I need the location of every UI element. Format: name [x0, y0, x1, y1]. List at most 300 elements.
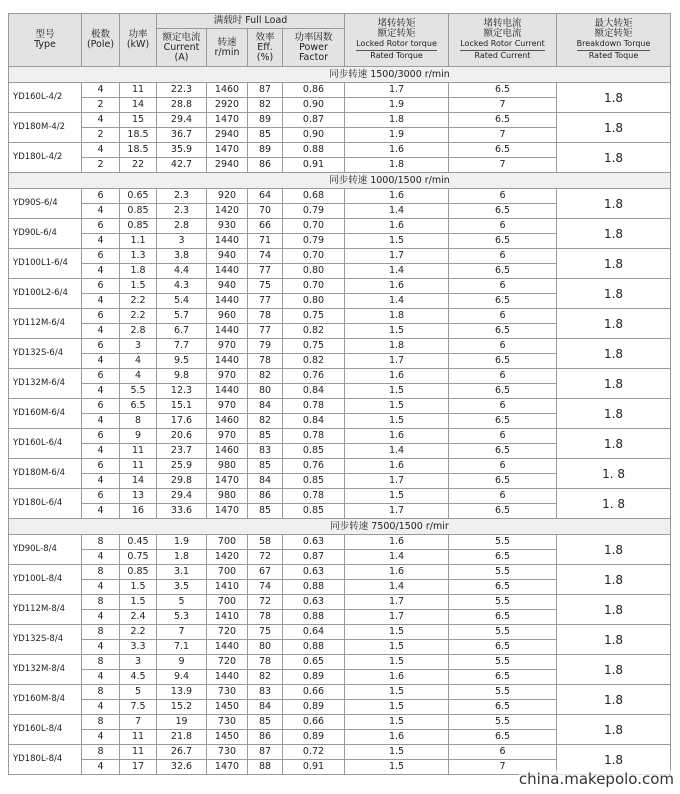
power-cell: 18.5 — [120, 143, 157, 158]
breakdown-torque-cell: 1.8 — [557, 369, 671, 399]
power-factor-cell: 0.87 — [283, 113, 345, 128]
power-factor-cell: 0.88 — [283, 640, 345, 655]
speed-cell: 1460 — [207, 83, 248, 98]
table-row — [9, 489, 671, 504]
pole-cell: 6 — [82, 459, 120, 474]
locked-rotor-torque-cell: 1.4 — [345, 264, 449, 279]
breakdown-torque-cell: 1.8 — [557, 625, 671, 655]
power-factor-cell: 0.78 — [283, 489, 345, 504]
motor-type-cell: YD90S-6/4 — [9, 189, 82, 219]
speed-cell: 1470 — [207, 143, 248, 158]
power-cell: 2.2 — [120, 625, 157, 640]
efficiency-cell: 85 — [248, 429, 283, 444]
power-cell: 1.5 — [120, 595, 157, 610]
pole-cell: 4 — [82, 640, 120, 655]
speed-cell: 1410 — [207, 610, 248, 625]
locked-rotor-torque-cell: 1.7 — [345, 249, 449, 264]
locked-rotor-current-cell: 5.5 — [449, 535, 557, 550]
power-factor-cell: 0.63 — [283, 535, 345, 550]
header-full-load: 满载时 Full Load — [157, 14, 345, 29]
efficiency-cell: 78 — [248, 655, 283, 670]
efficiency-cell: 86 — [248, 730, 283, 745]
power-cell: 15 — [120, 113, 157, 128]
current-cell: 2.3 — [157, 204, 207, 219]
locked-rotor-torque-cell: 1.5 — [345, 700, 449, 715]
section-title: 同步转速 1000/1500 r/min — [329, 174, 450, 186]
current-cell: 9.5 — [157, 354, 207, 369]
motor-spec-table — [8, 13, 671, 775]
pole-cell: 4 — [82, 234, 120, 249]
table-body — [9, 67, 671, 775]
motor-type-cell: YD180M-4/2 — [9, 113, 82, 143]
current-cell: 7.7 — [157, 339, 207, 354]
speed-cell: 1440 — [207, 324, 248, 339]
speed-cell: 1450 — [207, 730, 248, 745]
header-pole: 极数 (Pole) — [82, 14, 120, 67]
locked-rotor-current-cell: 7 — [449, 128, 557, 143]
efficiency-cell: 78 — [248, 354, 283, 369]
table-row — [9, 339, 671, 354]
current-cell: 3 — [157, 234, 207, 249]
current-cell: 29.4 — [157, 489, 207, 504]
locked-rotor-torque-cell: 1.7 — [345, 354, 449, 369]
efficiency-cell: 66 — [248, 219, 283, 234]
current-cell: 4.4 — [157, 264, 207, 279]
motor-type-cell: YD90L-8/4 — [9, 535, 82, 565]
power-cell: 1.3 — [120, 249, 157, 264]
power-factor-cell: 0.79 — [283, 234, 345, 249]
power-cell: 5.5 — [120, 384, 157, 399]
speed-cell: 1440 — [207, 294, 248, 309]
current-cell: 2.3 — [157, 189, 207, 204]
breakdown-torque-cell: 1.8 — [557, 429, 671, 459]
efficiency-cell: 79 — [248, 339, 283, 354]
motor-type-cell: YD180L-8/4 — [9, 745, 82, 775]
efficiency-cell: 74 — [248, 249, 283, 264]
speed-cell: 1450 — [207, 700, 248, 715]
speed-cell: 980 — [207, 459, 248, 474]
power-cell: 0.65 — [120, 189, 157, 204]
power-factor-cell: 0.84 — [283, 414, 345, 429]
breakdown-torque-cell: 1.8 — [557, 399, 671, 429]
current-cell: 33.6 — [157, 504, 207, 519]
locked-rotor-torque-cell: 1.5 — [345, 489, 449, 504]
breakdown-torque-cell: 1.8 — [557, 83, 671, 113]
pole-cell: 4 — [82, 83, 120, 98]
header-efficiency: 效率 Eff. (%) — [248, 29, 283, 67]
speed-cell: 970 — [207, 339, 248, 354]
locked-rotor-current-cell: 5.5 — [449, 655, 557, 670]
current-cell: 22.3 — [157, 83, 207, 98]
speed-cell: 700 — [207, 565, 248, 580]
locked-rotor-torque-cell: 1.5 — [345, 384, 449, 399]
header-locked-rotor-torque: 堵转转矩 额定转矩 Locked Rotor torque Rated Torque — [345, 14, 449, 67]
pole-cell: 4 — [82, 294, 120, 309]
table-row — [9, 219, 671, 234]
locked-rotor-current-cell: 6.5 — [449, 700, 557, 715]
table-row — [9, 143, 671, 158]
power-cell: 0.85 — [120, 219, 157, 234]
breakdown-torque-cell: 1.8 — [557, 655, 671, 685]
locked-rotor-torque-cell: 1.9 — [345, 128, 449, 143]
section-title-cell — [9, 173, 671, 189]
breakdown-torque-cell: 1.8 — [557, 685, 671, 715]
locked-rotor-torque-cell: 1.6 — [345, 189, 449, 204]
power-cell: 2.4 — [120, 610, 157, 625]
pole-cell: 4 — [82, 504, 120, 519]
power-cell: 3 — [120, 655, 157, 670]
pole-cell: 4 — [82, 760, 120, 775]
pole-cell: 8 — [82, 595, 120, 610]
motor-type-cell: YD132S-8/4 — [9, 625, 82, 655]
efficiency-cell: 83 — [248, 444, 283, 459]
power-factor-cell: 0.86 — [283, 83, 345, 98]
section-header-row — [9, 519, 671, 535]
current-cell: 5.3 — [157, 610, 207, 625]
locked-rotor-current-cell: 7 — [449, 98, 557, 113]
locked-rotor-torque-cell: 1.6 — [345, 565, 449, 580]
current-cell: 7.1 — [157, 640, 207, 655]
locked-rotor-torque-cell: 1.8 — [345, 339, 449, 354]
power-factor-cell: 0.70 — [283, 279, 345, 294]
power-factor-cell: 0.70 — [283, 249, 345, 264]
power-cell: 13 — [120, 489, 157, 504]
efficiency-cell: 88 — [248, 760, 283, 775]
locked-rotor-current-cell: 6.5 — [449, 640, 557, 655]
motor-type-cell: YD132S-6/4 — [9, 339, 82, 369]
power-factor-cell: 0.82 — [283, 354, 345, 369]
locked-rotor-torque-cell: 1.6 — [345, 143, 449, 158]
speed-cell: 730 — [207, 715, 248, 730]
current-cell: 20.6 — [157, 429, 207, 444]
header-speed: 转速 r/min — [207, 29, 248, 67]
locked-rotor-torque-cell: 1.5 — [345, 640, 449, 655]
pole-cell: 8 — [82, 685, 120, 700]
locked-rotor-current-cell: 6.5 — [449, 264, 557, 279]
locked-rotor-current-cell: 6.5 — [449, 83, 557, 98]
power-cell: 7 — [120, 715, 157, 730]
speed-cell: 1420 — [207, 550, 248, 565]
locked-rotor-current-cell: 6 — [449, 279, 557, 294]
power-cell: 4 — [120, 354, 157, 369]
power-cell: 16 — [120, 504, 157, 519]
efficiency-cell: 85 — [248, 128, 283, 143]
power-factor-cell: 0.90 — [283, 98, 345, 113]
locked-rotor-current-cell: 6 — [449, 369, 557, 384]
efficiency-cell: 64 — [248, 189, 283, 204]
power-factor-cell: 0.88 — [283, 580, 345, 595]
efficiency-cell: 74 — [248, 580, 283, 595]
efficiency-cell: 75 — [248, 625, 283, 640]
power-factor-cell: 0.70 — [283, 219, 345, 234]
table-row — [9, 189, 671, 204]
power-factor-cell: 0.88 — [283, 610, 345, 625]
efficiency-cell: 82 — [248, 670, 283, 685]
speed-cell: 730 — [207, 685, 248, 700]
locked-rotor-torque-cell: 1.8 — [345, 158, 449, 173]
motor-type-cell: YD112M-6/4 — [9, 309, 82, 339]
current-cell: 29.4 — [157, 113, 207, 128]
locked-rotor-current-cell: 6 — [449, 489, 557, 504]
efficiency-cell: 89 — [248, 143, 283, 158]
locked-rotor-torque-cell: 1.5 — [345, 655, 449, 670]
power-cell: 0.75 — [120, 550, 157, 565]
current-cell: 6.7 — [157, 324, 207, 339]
pole-cell: 4 — [82, 324, 120, 339]
locked-rotor-torque-cell: 1.5 — [345, 414, 449, 429]
table-row — [9, 655, 671, 670]
header-power: 功率 (kW) — [120, 14, 157, 67]
current-cell: 23.7 — [157, 444, 207, 459]
efficiency-cell: 72 — [248, 550, 283, 565]
current-cell: 3.1 — [157, 565, 207, 580]
efficiency-cell: 80 — [248, 384, 283, 399]
power-factor-cell: 0.84 — [283, 384, 345, 399]
speed-cell: 2920 — [207, 98, 248, 113]
motor-type-cell: YD100L2-6/4 — [9, 279, 82, 309]
current-cell: 1.8 — [157, 550, 207, 565]
locked-rotor-torque-cell: 1.6 — [345, 670, 449, 685]
breakdown-torque-cell: 1.8 — [557, 309, 671, 339]
pole-cell: 4 — [82, 700, 120, 715]
power-cell: 4.5 — [120, 670, 157, 685]
current-cell: 17.6 — [157, 414, 207, 429]
current-cell: 3.5 — [157, 580, 207, 595]
efficiency-cell: 84 — [248, 399, 283, 414]
locked-rotor-torque-cell: 1.5 — [345, 399, 449, 414]
locked-rotor-torque-cell: 1.4 — [345, 204, 449, 219]
speed-cell: 1440 — [207, 354, 248, 369]
power-factor-cell: 0.85 — [283, 504, 345, 519]
efficiency-cell: 77 — [248, 324, 283, 339]
breakdown-torque-cell: 1.8 — [557, 143, 671, 173]
motor-type-cell: YD160M-8/4 — [9, 685, 82, 715]
table-row — [9, 83, 671, 98]
pole-cell: 8 — [82, 715, 120, 730]
power-cell: 3.3 — [120, 640, 157, 655]
power-factor-cell: 0.80 — [283, 264, 345, 279]
breakdown-torque-cell: 1.8 — [557, 535, 671, 565]
power-cell: 11 — [120, 83, 157, 98]
power-factor-cell: 0.76 — [283, 369, 345, 384]
power-cell: 2.2 — [120, 309, 157, 324]
power-factor-cell: 0.72 — [283, 745, 345, 760]
locked-rotor-torque-cell: 1.7 — [345, 504, 449, 519]
power-factor-cell: 0.80 — [283, 294, 345, 309]
efficiency-cell: 86 — [248, 158, 283, 173]
section-title-cell — [9, 519, 671, 535]
efficiency-cell: 77 — [248, 264, 283, 279]
locked-rotor-current-cell: 6.5 — [449, 414, 557, 429]
speed-cell: 1440 — [207, 640, 248, 655]
power-cell: 17 — [120, 760, 157, 775]
locked-rotor-current-cell: 5.5 — [449, 715, 557, 730]
pole-cell: 4 — [82, 143, 120, 158]
efficiency-cell: 70 — [248, 204, 283, 219]
current-cell: 5.7 — [157, 309, 207, 324]
current-cell: 19 — [157, 715, 207, 730]
locked-rotor-current-cell: 6.5 — [449, 610, 557, 625]
pole-cell: 8 — [82, 745, 120, 760]
power-cell: 14 — [120, 474, 157, 489]
locked-rotor-current-cell: 6.5 — [449, 504, 557, 519]
table-row — [9, 715, 671, 730]
locked-rotor-current-cell: 6.5 — [449, 354, 557, 369]
breakdown-torque-cell: 1.8 — [557, 189, 671, 219]
efficiency-cell: 86 — [248, 489, 283, 504]
speed-cell: 980 — [207, 489, 248, 504]
locked-rotor-torque-cell: 1.6 — [345, 535, 449, 550]
breakdown-torque-cell: 1.8 — [557, 745, 671, 775]
locked-rotor-current-cell: 6 — [449, 459, 557, 474]
pole-cell: 6 — [82, 429, 120, 444]
pole-cell: 4 — [82, 610, 120, 625]
current-cell: 13.9 — [157, 685, 207, 700]
locked-rotor-current-cell: 6 — [449, 219, 557, 234]
speed-cell: 730 — [207, 745, 248, 760]
current-cell: 5 — [157, 595, 207, 610]
speed-cell: 700 — [207, 595, 248, 610]
motor-type-cell: YD180L-4/2 — [9, 143, 82, 173]
table-row — [9, 595, 671, 610]
table-row — [9, 565, 671, 580]
locked-rotor-current-cell: 6.5 — [449, 580, 557, 595]
header-current: 额定电流 Current (A) — [157, 29, 207, 67]
table-row — [9, 625, 671, 640]
speed-cell: 940 — [207, 249, 248, 264]
current-cell: 35.9 — [157, 143, 207, 158]
table-row — [9, 745, 671, 760]
speed-cell: 930 — [207, 219, 248, 234]
header-power-factor: 功率因数 Power Factor — [283, 29, 345, 67]
pole-cell: 4 — [82, 384, 120, 399]
power-cell: 3 — [120, 339, 157, 354]
power-factor-cell: 0.78 — [283, 399, 345, 414]
locked-rotor-current-cell: 6 — [449, 399, 557, 414]
power-cell: 11 — [120, 730, 157, 745]
locked-rotor-current-cell: 6.5 — [449, 324, 557, 339]
pole-cell: 6 — [82, 279, 120, 294]
power-factor-cell: 0.91 — [283, 760, 345, 775]
table-row — [9, 113, 671, 128]
speed-cell: 1460 — [207, 414, 248, 429]
pole-cell: 2 — [82, 158, 120, 173]
speed-cell: 720 — [207, 625, 248, 640]
section-title: 同步转速 1500/3000 r/min — [329, 68, 450, 80]
current-cell: 28.8 — [157, 98, 207, 113]
efficiency-cell: 71 — [248, 234, 283, 249]
speed-cell: 1470 — [207, 504, 248, 519]
power-factor-cell: 0.64 — [283, 625, 345, 640]
locked-rotor-current-cell: 6.5 — [449, 113, 557, 128]
power-cell: 11 — [120, 459, 157, 474]
efficiency-cell: 84 — [248, 700, 283, 715]
current-cell: 15.1 — [157, 399, 207, 414]
power-cell: 2.8 — [120, 324, 157, 339]
pole-cell: 6 — [82, 189, 120, 204]
efficiency-cell: 58 — [248, 535, 283, 550]
current-cell: 3.8 — [157, 249, 207, 264]
power-factor-cell: 0.91 — [283, 158, 345, 173]
power-cell: 0.45 — [120, 535, 157, 550]
locked-rotor-torque-cell: 1.8 — [345, 113, 449, 128]
current-cell: 42.7 — [157, 158, 207, 173]
speed-cell: 700 — [207, 535, 248, 550]
motor-type-cell: YD112M-8/4 — [9, 595, 82, 625]
efficiency-cell: 89 — [248, 113, 283, 128]
locked-rotor-torque-cell: 1.5 — [345, 625, 449, 640]
pole-cell: 4 — [82, 264, 120, 279]
motor-type-cell: YD160L-4/2 — [9, 83, 82, 113]
locked-rotor-torque-cell: 1.5 — [345, 324, 449, 339]
speed-cell: 1440 — [207, 234, 248, 249]
locked-rotor-torque-cell: 1.5 — [345, 685, 449, 700]
header-locked-rotor-current: 堵转电流 额定电流 Locked Rotor Current Rated Current — [449, 14, 557, 67]
power-cell: 1.1 — [120, 234, 157, 249]
motor-type-cell: YD90L-6/4 — [9, 219, 82, 249]
pole-cell: 4 — [82, 580, 120, 595]
power-cell: 4 — [120, 369, 157, 384]
locked-rotor-current-cell: 7 — [449, 760, 557, 775]
locked-rotor-current-cell: 6.5 — [449, 550, 557, 565]
locked-rotor-current-cell: 6 — [449, 339, 557, 354]
pole-cell: 4 — [82, 670, 120, 685]
locked-rotor-torque-cell: 1.6 — [345, 369, 449, 384]
locked-rotor-current-cell: 6 — [449, 309, 557, 324]
speed-cell: 1470 — [207, 113, 248, 128]
power-cell: 14 — [120, 98, 157, 113]
locked-rotor-current-cell: 5.5 — [449, 565, 557, 580]
locked-rotor-torque-cell: 1.9 — [345, 98, 449, 113]
pole-cell: 4 — [82, 113, 120, 128]
pole-cell: 4 — [82, 354, 120, 369]
locked-rotor-torque-cell: 1.6 — [345, 730, 449, 745]
breakdown-torque-cell: 1.8 — [557, 565, 671, 595]
efficiency-cell: 82 — [248, 369, 283, 384]
speed-cell: 970 — [207, 429, 248, 444]
locked-rotor-current-cell: 6 — [449, 429, 557, 444]
breakdown-torque-cell: 1. 8 — [557, 489, 671, 519]
locked-rotor-current-cell: 6 — [449, 249, 557, 264]
speed-cell: 920 — [207, 189, 248, 204]
efficiency-cell: 85 — [248, 504, 283, 519]
locked-rotor-current-cell: 5.5 — [449, 685, 557, 700]
locked-rotor-torque-cell: 1.4 — [345, 294, 449, 309]
motor-type-cell: YD160L-8/4 — [9, 715, 82, 745]
table-header — [9, 14, 671, 67]
motor-type-cell: YD180L-6/4 — [9, 489, 82, 519]
pole-cell: 4 — [82, 204, 120, 219]
locked-rotor-current-cell: 6.5 — [449, 234, 557, 249]
current-cell: 29.8 — [157, 474, 207, 489]
current-cell: 4.3 — [157, 279, 207, 294]
breakdown-torque-cell: 1.8 — [557, 279, 671, 309]
header-breakdown-torque: 最大转矩 额定转矩 Breakdown Torque Rated Toque — [557, 14, 671, 67]
efficiency-cell: 85 — [248, 459, 283, 474]
power-factor-cell: 0.63 — [283, 565, 345, 580]
current-cell: 9.8 — [157, 369, 207, 384]
efficiency-cell: 77 — [248, 294, 283, 309]
locked-rotor-current-cell: 6.5 — [449, 204, 557, 219]
section-header-row — [9, 67, 671, 83]
efficiency-cell: 82 — [248, 414, 283, 429]
efficiency-cell: 75 — [248, 279, 283, 294]
locked-rotor-current-cell: 6.5 — [449, 384, 557, 399]
speed-cell: 1420 — [207, 204, 248, 219]
pole-cell: 6 — [82, 309, 120, 324]
speed-cell: 940 — [207, 279, 248, 294]
section-header-row — [9, 173, 671, 189]
